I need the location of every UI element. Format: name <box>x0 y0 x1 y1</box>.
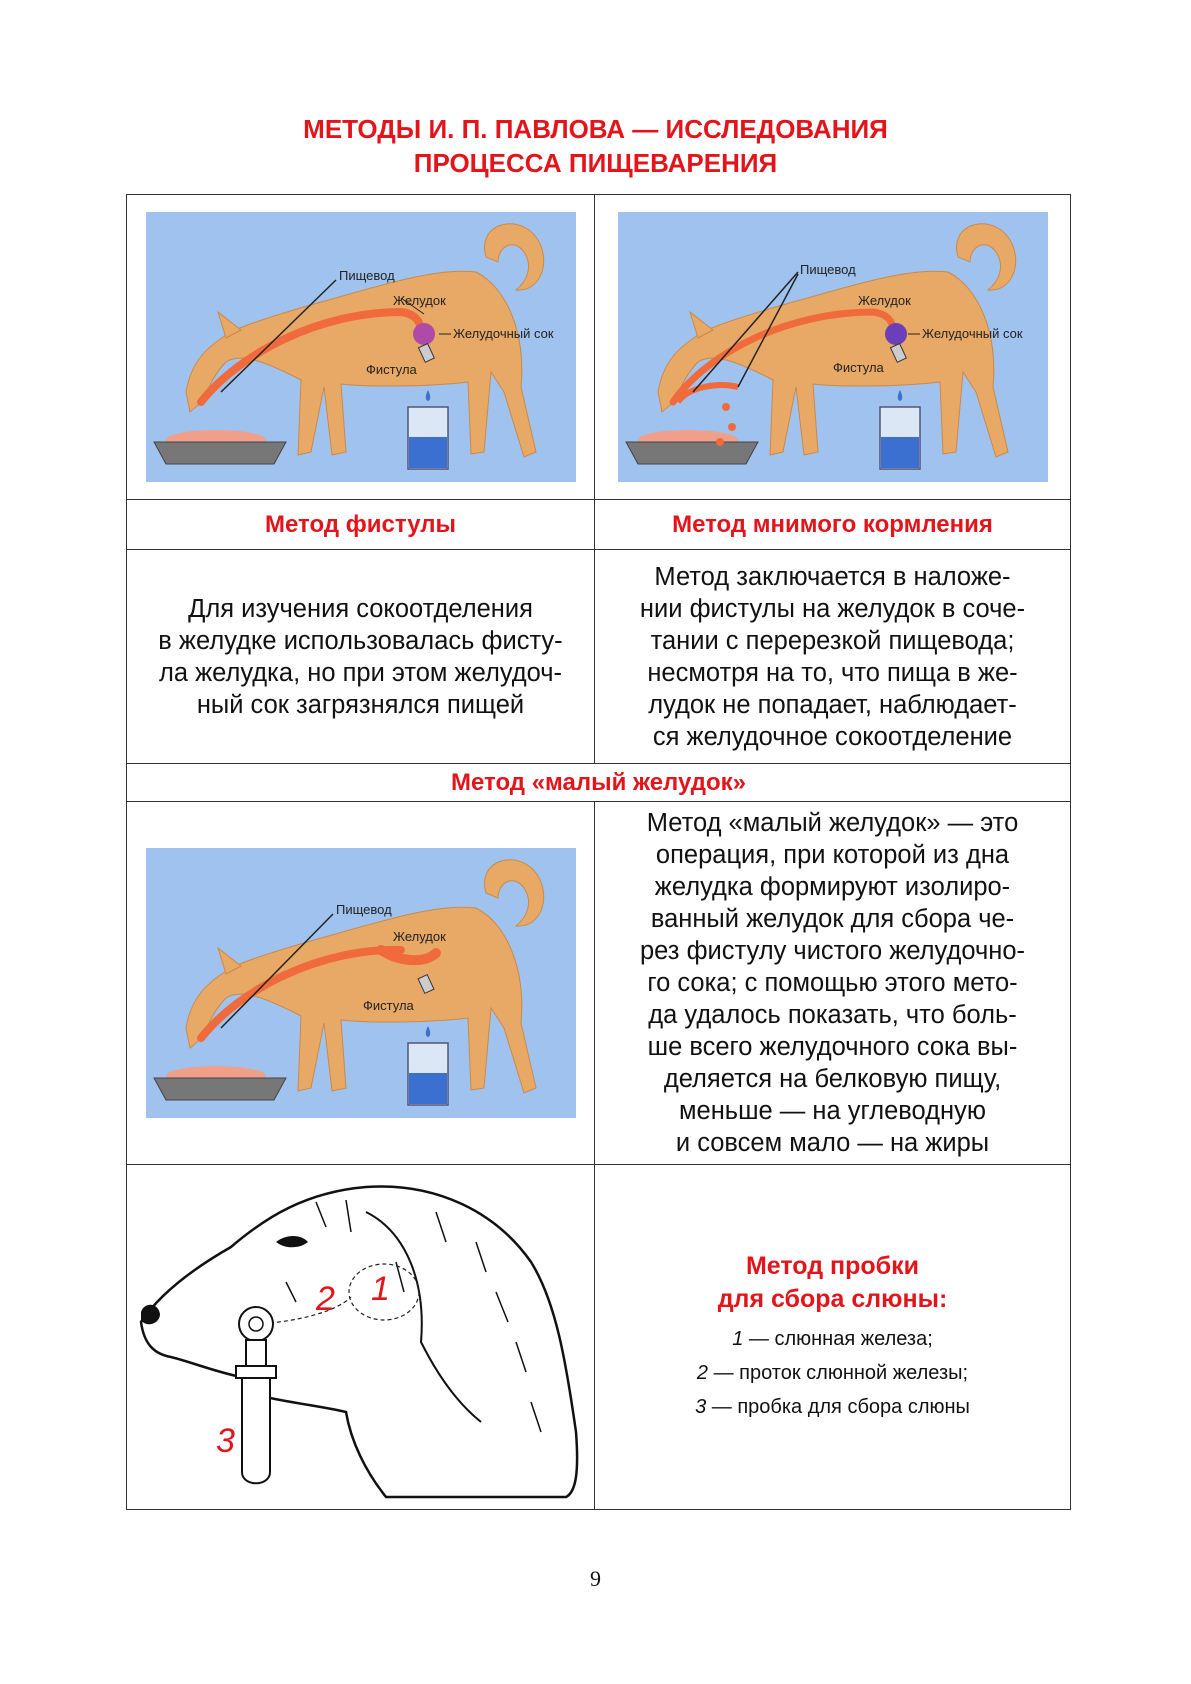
small-stomach-dog-diagram <box>141 838 581 1128</box>
sham-method-title: Метод мнимого кормления <box>595 500 1071 550</box>
label-stomach: Желудок <box>392 929 446 944</box>
legend-item: 2 — проток слюнной железы; <box>696 1362 969 1384</box>
plug-method-title: Метод пробки для сбора слюны: <box>717 1252 948 1313</box>
legend-item: 3 — пробка для сбора слюны <box>695 1396 970 1418</box>
small-stomach-description: Метод «малый желудок» — это операция, при которой из дна желудка формируют изолиро- ванный желудок для сбора че- рез фистулу чистого желудочно- го сока; с помощью этого мето- да удалось показать, что боль- ше всего желудочного сока вы- деляется на белковую пищу, меньше — на углеводную и совсем мало — на жиры <box>595 802 1071 1165</box>
saliva-plug-description <box>595 1165 1071 1510</box>
label-gastric-juice: Желудочный сок <box>921 326 1023 341</box>
small-stomach-image-cell <box>127 802 595 1165</box>
label-fistula: Фистула <box>365 362 417 377</box>
mark-3: 3 <box>215 1422 235 1460</box>
label-fistula: Фистула <box>362 998 414 1013</box>
title-line-2: ПРОЦЕССА ПИЩЕВАРЕНИЯ <box>413 148 778 178</box>
label-stomach: Желудок <box>857 293 911 308</box>
plug-legend <box>595 1322 1070 1424</box>
fistula-description: Для изучения сокоотделения в желудке использовалась фисту- ла желудка, но при этом желудоч- ный сок загрязнялся пищей <box>127 550 595 764</box>
label-esophagus: Пищевод <box>335 902 392 917</box>
sham-description: Метод заключается в наложе- нии фистулы на желудок в соче- тании с перерезкой пищевода; несмотря на то, что пища в же- лудок не попадает, наблюдает- ся желудочное сокоотделение <box>595 550 1071 764</box>
mark-2: 2 <box>315 1280 335 1318</box>
stomach-icon <box>885 323 907 345</box>
page-number: 9 <box>590 1566 601 1591</box>
sham-feeding-image-cell <box>595 195 1071 500</box>
label-fistula: Фистула <box>832 360 884 375</box>
fistula-dog-diagram <box>141 202 581 492</box>
label-gastric-juice: Желудочный сок <box>452 326 554 341</box>
fistula-method-title: Метод фистулы <box>127 500 595 550</box>
legend-item: 1 — слюнная железа; <box>732 1328 933 1350</box>
stomach-icon <box>413 323 435 345</box>
collection-tube-icon <box>242 1378 270 1483</box>
methods-table <box>126 194 1071 1510</box>
saliva-plug-image-cell <box>127 1165 595 1510</box>
small-stomach-method-title: Метод «малый желудок» <box>127 764 1071 802</box>
label-esophagus: Пищевод <box>338 268 395 283</box>
dog-head-sketch <box>136 1172 586 1502</box>
fistula-image-cell <box>127 195 595 500</box>
mark-1: 1 <box>370 1270 390 1308</box>
label-stomach: Желудок <box>392 293 446 308</box>
sham-feeding-dog-diagram <box>608 202 1058 492</box>
page-title <box>0 112 1191 180</box>
label-esophagus: Пищевод <box>799 262 856 277</box>
title-line-1: МЕТОДЫ И. П. ПАВЛОВА — ИССЛЕДОВАНИЯ <box>303 114 888 144</box>
